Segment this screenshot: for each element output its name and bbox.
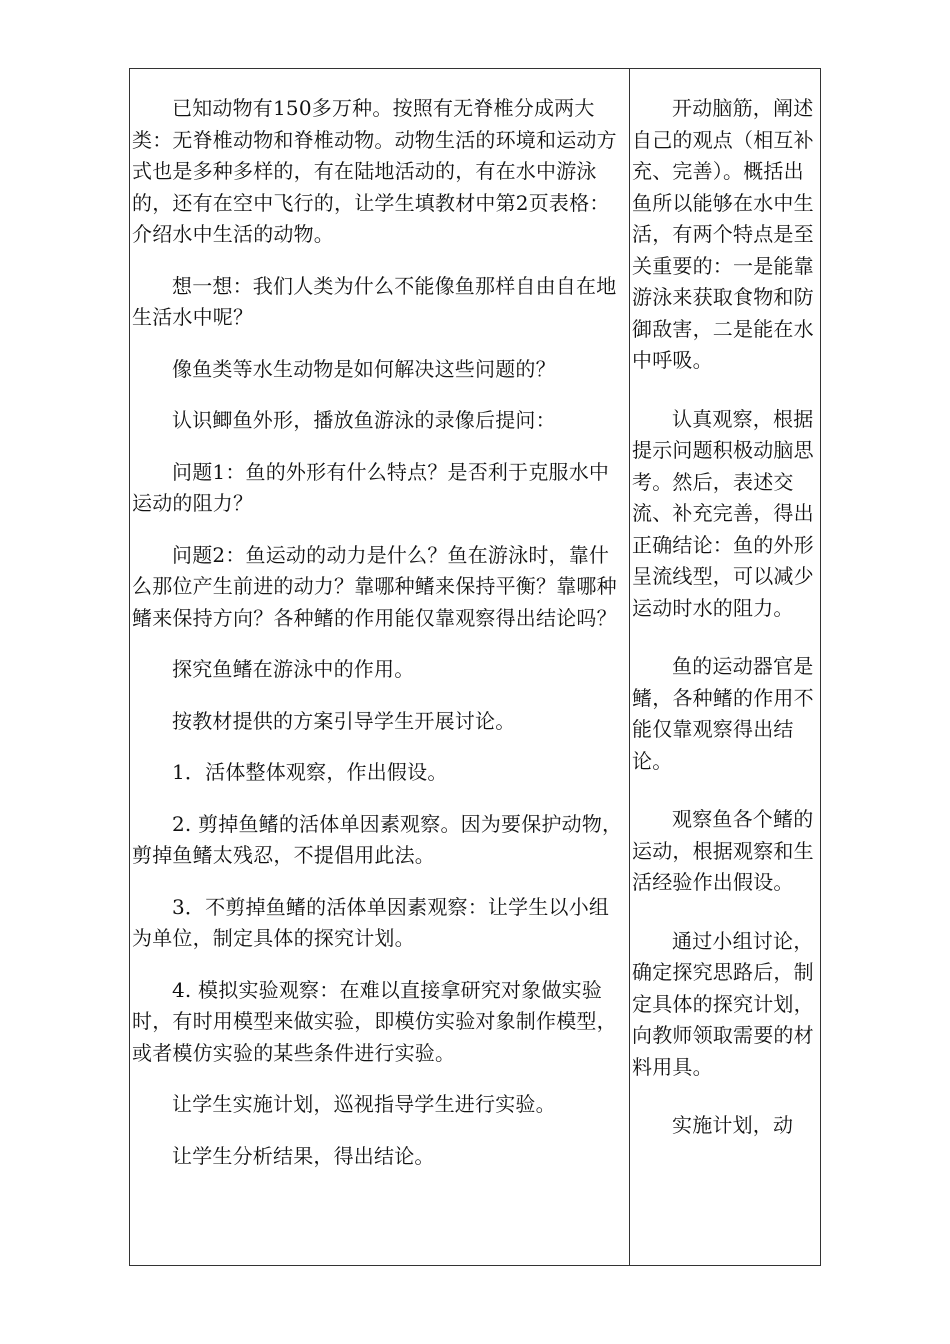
left-paragraph-9: 1．活体整体观察，作出假设。 — [172, 760, 448, 784]
left-paragraph-14: 让学生分析结果，得出结论。 — [172, 1143, 435, 1168]
lesson-plan-table — [129, 68, 821, 1266]
left-paragraph-7: 探究鱼鳍在游泳中的作用。 — [172, 657, 415, 681]
right-paragraph-5: 通过小组讨论，确定探究思路后，制定具体的探究计划，向教师领取需要的材料用具。 — [632, 928, 814, 1079]
student-activity-column — [630, 69, 820, 1265]
left-paragraph-5: 问题1：鱼的外形有什么特点？是否利于克服水中运动的阻力？ — [132, 459, 610, 515]
right-paragraph-2: 认真观察，根据提示问题积极动脑思考。然后，表述交流、补充完善，得出正确结论：鱼的外形呈流线型，可以减少运动时水的阻力。 — [632, 406, 814, 620]
right-paragraph-1: 开动脑筋，阐述自己的观点（相互补充、完善）。概括出鱼所以能够在水中生活，有两个特点是至关重要的：一是能靠游泳来获取食物和防御敌害，二是能在水中呼吸。 — [632, 96, 814, 372]
left-paragraph-4: 认识鲫鱼外形，播放鱼游泳的录像后提问： — [172, 408, 556, 432]
left-paragraph-2: 想一想：我们人类为什么不能像鱼那样自由自在地生活水中呢？ — [132, 273, 617, 329]
right-paragraph-4: 观察鱼各个鳍的运动，根据观察和生活经验作出假设。 — [632, 807, 814, 894]
left-paragraph-13: 让学生实施计划，巡视指导学生进行实验。 — [172, 1092, 556, 1116]
left-paragraph-6: 问题2：鱼运动的动力是什么？鱼在游泳时，靠什么那位产生前进的动力？靠哪种鳍来保持平衡？靠哪种鳍来保持方向？各种鳍的作用能仅靠观察得出结论吗？ — [132, 542, 617, 630]
left-paragraph-8: 按教材提供的方案引导学生开展讨论。 — [172, 708, 516, 733]
left-paragraph-12: 4. 模拟实验观察：在难以直接拿研究对象做实验时，有时用模型来做实验，即模仿实验对象制作模型，或者模仿实验的某些条件进行实验。 — [132, 977, 617, 1065]
left-paragraph-3: 像鱼类等水生动物是如何解决这些问题的？ — [172, 356, 556, 381]
left-paragraph-1: 已知动物有150多万种。按照有无脊椎分成两大类：无脊椎动物和脊椎动物。动物生活的环境和运动方式也是多种多样的，有在陆地活动的，有在水中游泳的，还有在空中飞行的，让学生填教材中第2页表格：介绍水中生活的动物。 — [132, 96, 617, 246]
right-paragraph-3: 鱼的运动器官是鳍，各种鳍的作用不能仅靠观察得出结论。 — [632, 654, 814, 773]
left-paragraph-10: 2. 剪掉鱼鳍的活体单因素观察。因为要保护动物，剪掉鱼鳍太残忍，不提倡用此法。 — [132, 811, 623, 867]
teacher-activity-column — [130, 69, 630, 1265]
right-paragraph-6: 实施计划，动 — [672, 1113, 794, 1137]
left-paragraph-11: 3．不剪掉鱼鳍的活体单因素观察：让学生以小组为单位，制定具体的探究计划。 — [132, 894, 610, 950]
